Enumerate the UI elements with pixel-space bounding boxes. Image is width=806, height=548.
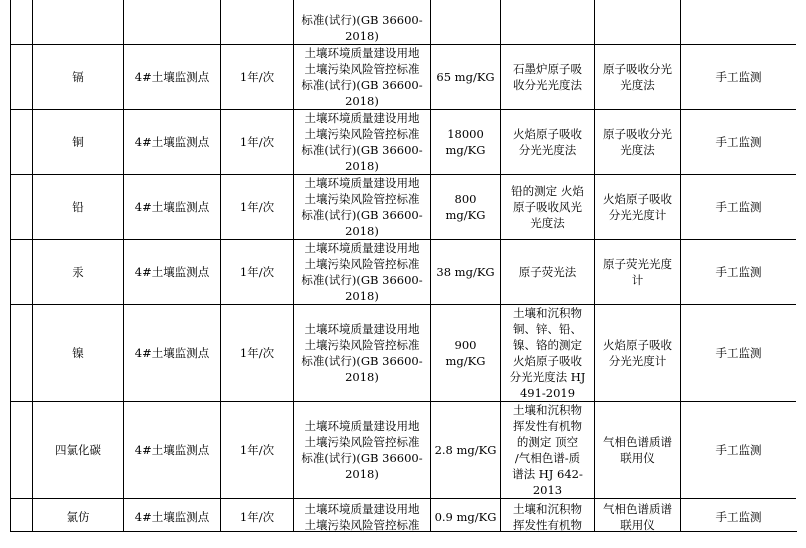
item-cell: 氯仿 [33,499,124,532]
standard-cell: 土壤环境质量建设用地 土壤污染风险管控标准 标准(试行)(GB 36600- 2018) [294,240,431,305]
point-cell: 4#土壤监测点 [124,240,221,305]
mode-cell: 手工监测 [681,305,797,402]
blank-cell [11,110,33,175]
table-row [11,0,797,45]
method-cell: 原子荧光法 [501,240,595,305]
point-cell: 4#土壤监测点 [124,499,221,532]
limit-cell: 65 mg/KG [431,45,501,110]
blank-cell [11,240,33,305]
instrument-cell: 原子吸收分光 光度法 [595,110,681,175]
frequency-cell: 1年/次 [221,305,294,402]
item-cell: 铅 [33,175,124,240]
method-cell: 土壤和沉积物 铜、锌、铅、 镍、铬的测定 火焰原子吸收 分光光度法 HJ 491-2019 [501,305,595,402]
point-cell: 4#土壤监测点 [124,402,221,499]
blank-cell [11,175,33,240]
point-cell [124,0,221,45]
frequency-cell: 1年/次 [221,402,294,499]
frequency-cell: 1年/次 [221,45,294,110]
instrument-cell: 气相色谱质谱 联用仪 [595,499,681,532]
frequency-cell [221,0,294,45]
blank-cell [11,45,33,110]
table-row [11,45,797,110]
instrument-cell: 原子荧光光度 计 [595,240,681,305]
instrument-cell [595,0,681,45]
frequency-cell: 1年/次 [221,175,294,240]
table-row [11,240,797,305]
standard-cell: 土壤环境质量建设用地 土壤污染风险管控标准 标准(试行)(GB 36600- 2018) [294,110,431,175]
table-row [11,499,797,532]
mode-cell: 手工监测 [681,45,797,110]
blank-cell [11,499,33,532]
table-bottom-border [10,531,797,532]
mode-cell: 手工监测 [681,175,797,240]
limit-cell: 18000 mg/KG [431,110,501,175]
mode-cell: 手工监测 [681,402,797,499]
method-cell: 火焰原子吸收 分光光度法 [501,110,595,175]
point-cell: 4#土壤监测点 [124,305,221,402]
blank-cell [11,0,33,45]
monitoring-table [10,0,796,531]
blank-cell [11,305,33,402]
limit-cell: 0.9 mg/KG [431,499,501,532]
limit-cell [431,0,501,45]
method-cell: 铅的测定 火焰 原子吸收风光 光度法 [501,175,595,240]
item-cell: 四氯化碳 [33,402,124,499]
mode-cell: 手工监测 [681,110,797,175]
standard-cell: 土壤环境质量建设用地 土壤污染风险管控标准 标准(试行)(GB 36600- 2018) [294,45,431,110]
item-cell: 汞 [33,240,124,305]
instrument-cell: 气相色谱质谱 联用仪 [595,402,681,499]
standard-cell: 土壤环境质量建设用地 土壤污染风险管控标准 [294,499,431,532]
standard-cell: 标准(试行)(GB 36600- 2018) [294,0,431,45]
method-cell [501,0,595,45]
limit-cell: 38 mg/KG [431,240,501,305]
frequency-cell: 1年/次 [221,240,294,305]
item-cell: 镍 [33,305,124,402]
item-cell [33,0,124,45]
point-cell: 4#土壤监测点 [124,45,221,110]
table-row [11,402,797,499]
mode-cell: 手工监测 [681,240,797,305]
standard-cell: 土壤环境质量建设用地 土壤污染风险管控标准 标准(试行)(GB 36600- 2018) [294,305,431,402]
mode-cell: 手工监测 [681,499,797,532]
item-cell: 铜 [33,110,124,175]
table-row [11,305,797,402]
table-row [11,175,797,240]
instrument-cell: 原子吸收分光 光度法 [595,45,681,110]
standard-cell: 土壤环境质量建设用地 土壤污染风险管控标准 标准(试行)(GB 36600- 2018) [294,402,431,499]
point-cell: 4#土壤监测点 [124,110,221,175]
limit-cell: 2.8 mg/KG [431,402,501,499]
method-cell: 土壤和沉积物 挥发性有机物 的测定 顶空 /气相色谱-质 谱法 HJ 642- 2013 [501,402,595,499]
point-cell: 4#土壤监测点 [124,175,221,240]
document-page [10,0,796,531]
method-cell: 土壤和沉积物 挥发性有机物 [501,499,595,532]
item-cell: 镉 [33,45,124,110]
frequency-cell: 1年/次 [221,499,294,532]
standard-cell: 土壤环境质量建设用地 土壤污染风险管控标准 标准(试行)(GB 36600- 2018) [294,175,431,240]
instrument-cell: 火焰原子吸收 分光光度计 [595,305,681,402]
blank-cell [11,402,33,499]
limit-cell: 900 mg/KG [431,305,501,402]
table-row [11,110,797,175]
instrument-cell: 火焰原子吸收 分光光度计 [595,175,681,240]
mode-cell [681,0,797,45]
limit-cell: 800 mg/KG [431,175,501,240]
frequency-cell: 1年/次 [221,110,294,175]
method-cell: 石墨炉原子吸 收分光光度法 [501,45,595,110]
